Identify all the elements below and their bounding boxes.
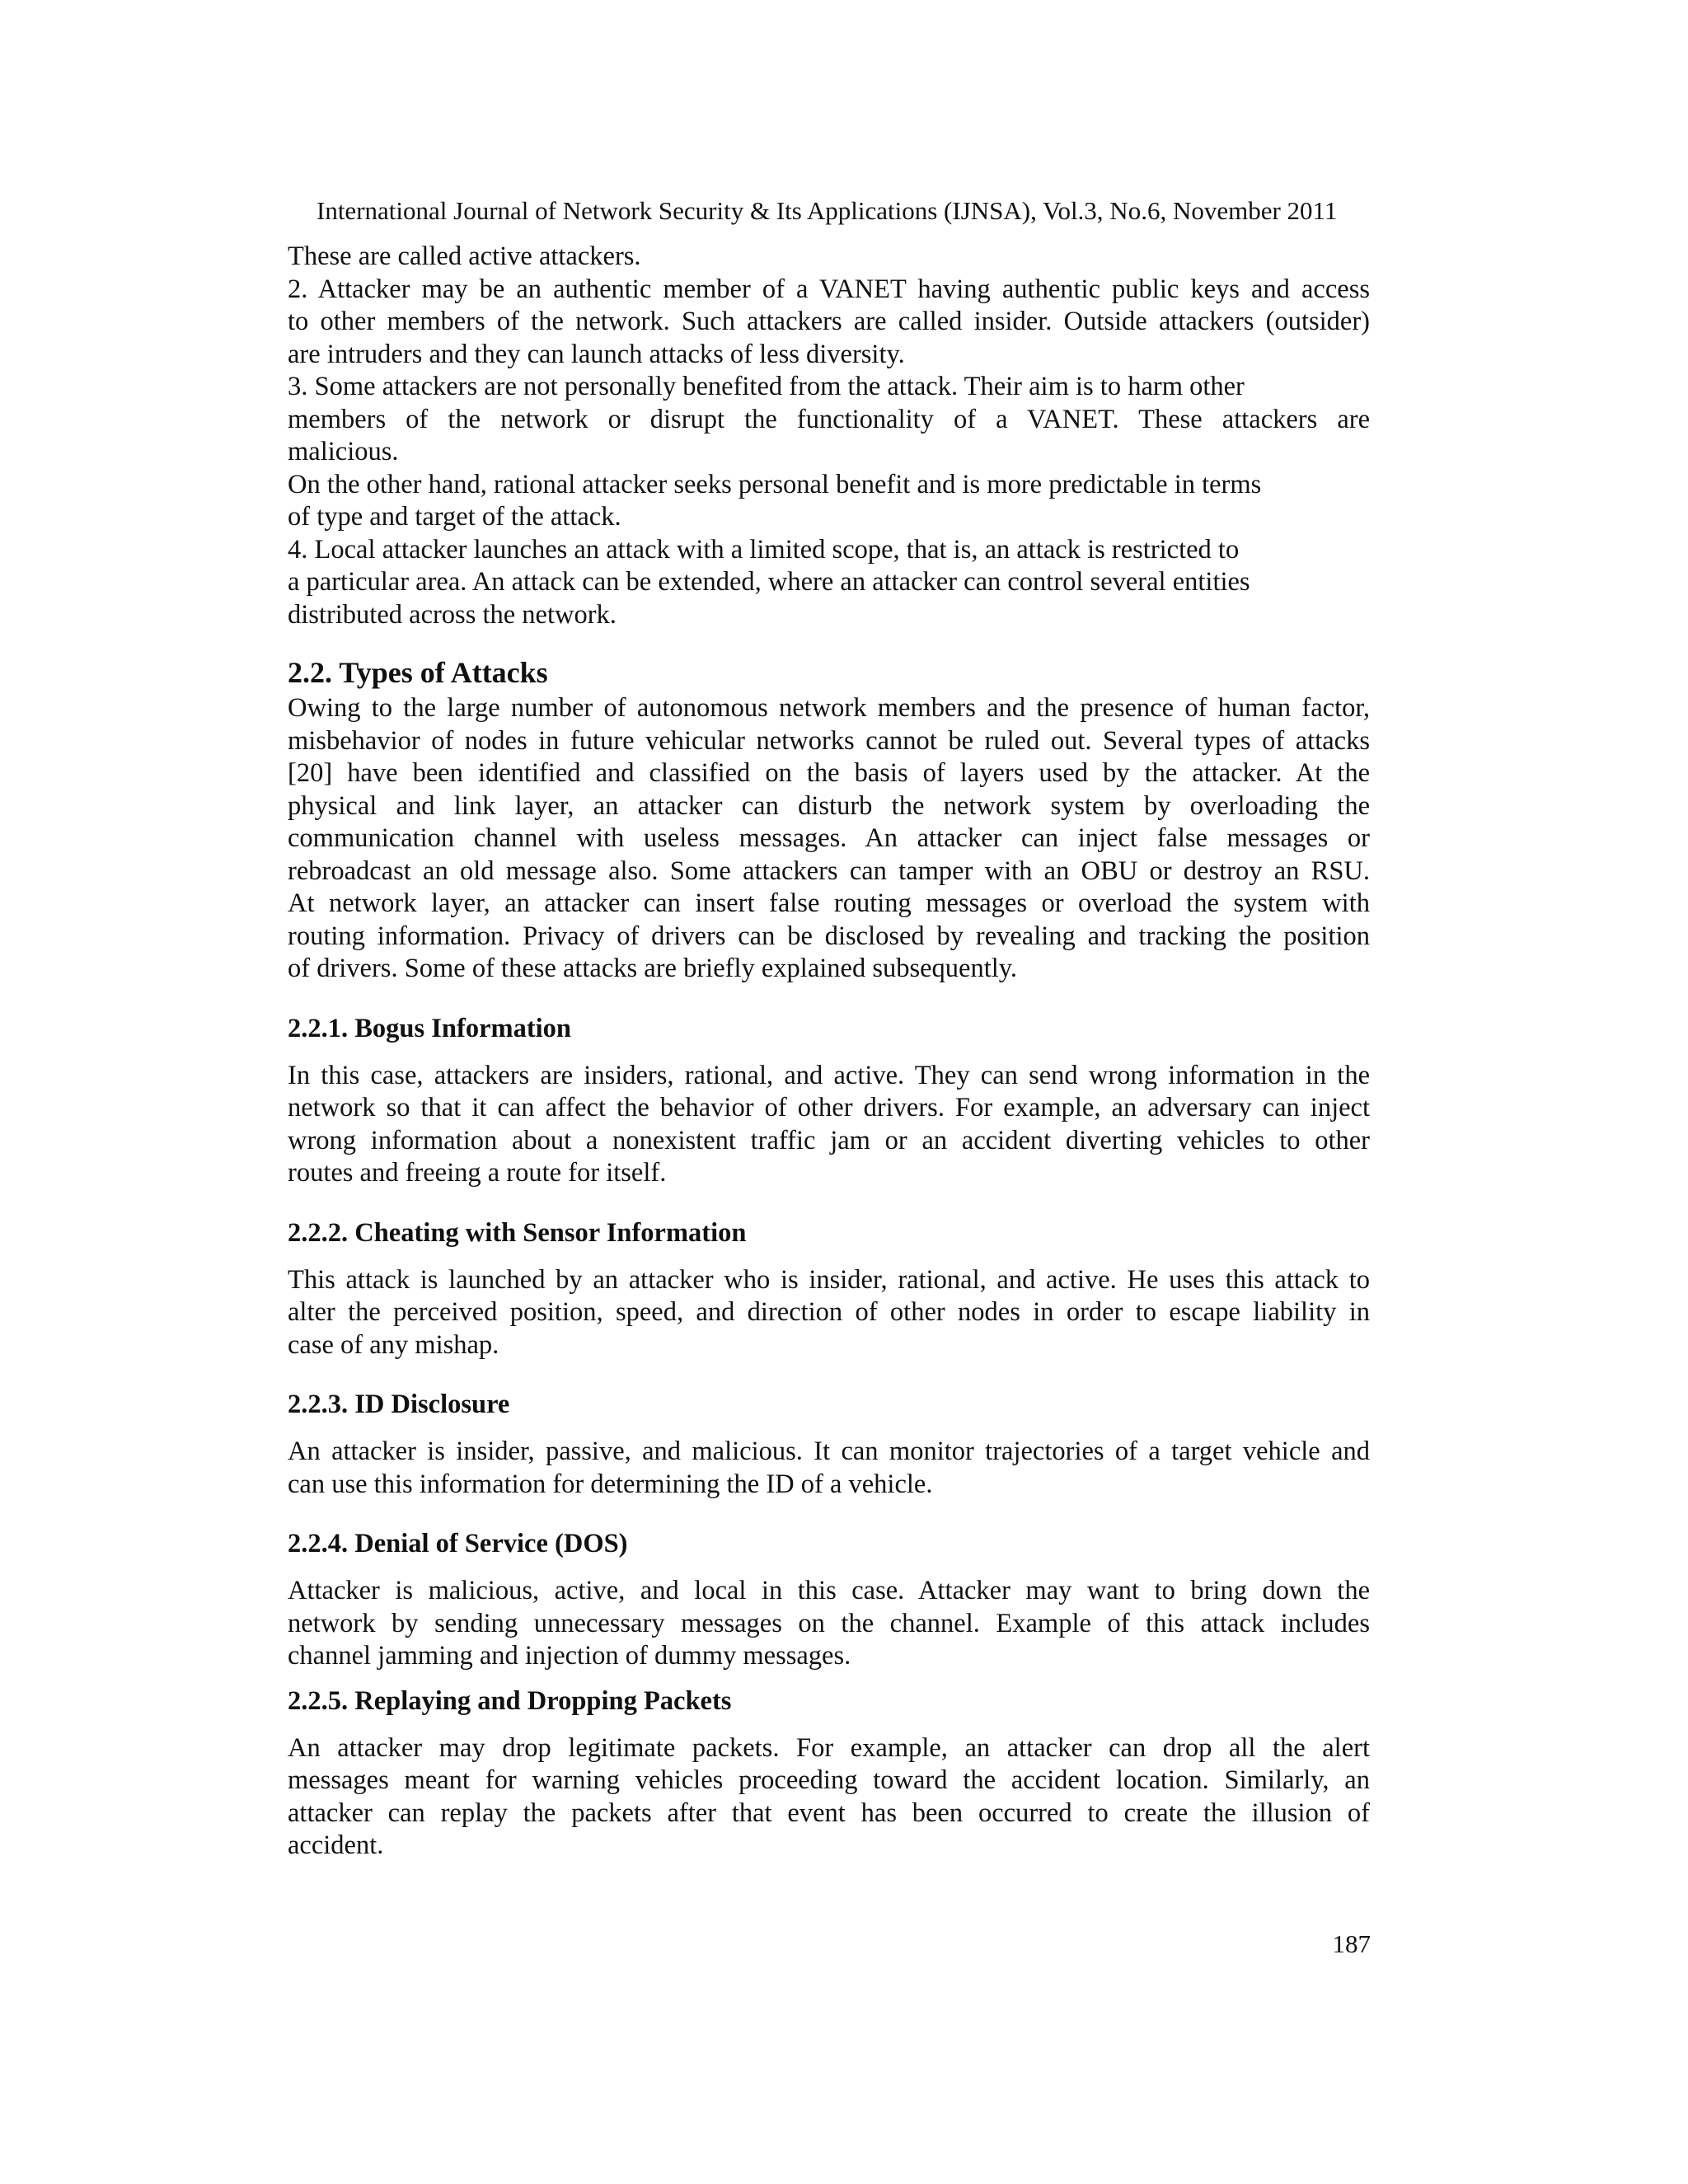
- text-line: This attack is launched by an attacker who is insider, rational, and active. He uses this attack to: [288, 1264, 1370, 1295]
- text-line: routes and freeing a route for itself.: [288, 1158, 667, 1188]
- text-line: On the other hand, rational attacker seeks personal benefit and is more predictable in terms: [288, 469, 1262, 499]
- text-line: 4. Local attacker launches an attack with a limited scope, that is, an attack is restricted to: [288, 534, 1240, 565]
- text-line: Attacker is malicious, active, and local in this case. Attacker may want to bring down the: [288, 1576, 1370, 1605]
- text-line: to other members of the network. Such attackers are called insider. Outside attackers (outsider): [288, 307, 1370, 336]
- bogus-information-paragraph: [288, 1060, 1370, 1190]
- section-heading-types-of-attacks: 2.2. Types of Attacks: [288, 656, 548, 689]
- text-line: These are called active attackers.: [288, 241, 641, 271]
- id-disclosure-paragraph: [288, 1436, 1370, 1501]
- text-line: alter the perceived position, speed, and direction of other nodes in order to escape liability in: [288, 1297, 1370, 1327]
- text-line: At network layer, an attacker can insert false routing messages or overload the system with: [288, 888, 1370, 918]
- subsection-heading-replaying-and-dropping-packets: 2.2.5. Replaying and Dropping Packets: [288, 1685, 732, 1716]
- text-line: misbehavior of nodes in future vehicular networks cannot be ruled out. Several types of attacks: [288, 725, 1370, 756]
- text-line: channel jamming and injection of dummy messages.: [288, 1641, 851, 1671]
- cheating-sensor-paragraph: [288, 1264, 1370, 1362]
- text-line: Owing to the large number of autonomous network members and the presence of human factor,: [288, 693, 1370, 723]
- text-line: communication channel with useless messages. An attacker can inject false messages or: [288, 823, 1370, 853]
- text-line: can use this information for determining the ID of a vehicle.: [288, 1469, 933, 1499]
- text-line: of drivers. Some of these attacks are briefly explained subsequently.: [288, 954, 1018, 983]
- text-line: In this case, attackers are insiders, rational, and active. They can send wrong information in the: [288, 1060, 1370, 1090]
- text-line: accident.: [288, 1830, 384, 1860]
- denial-of-service-paragraph: [288, 1575, 1370, 1673]
- text-line: a particular area. An attack can be extended, where an attacker can control several entities: [288, 567, 1250, 597]
- text-line: wrong information about a nonexistent traffic jam or an accident diverting vehicles to other: [288, 1125, 1370, 1155]
- subsection-heading-id-disclosure: 2.2.3. ID Disclosure: [288, 1390, 510, 1419]
- text-line: 2. Attacker may be an authentic member of a VANET having authentic public keys and access: [288, 274, 1370, 304]
- text-line: 3. Some attackers are not personally benefited from the attack. Their aim is to harm other: [288, 372, 1245, 401]
- text-line: case of any mishap.: [288, 1329, 499, 1360]
- text-line: An attacker is insider, passive, and malicious. It can monitor trajectories of a target vehicle and: [288, 1436, 1370, 1466]
- text-line: physical and link layer, an attacker can disturb the network system by overloading the: [288, 790, 1370, 821]
- text-line: messages meant for warning vehicles proceeding toward the accident location. Similarly, an: [288, 1765, 1370, 1795]
- page-body: [288, 241, 1370, 1863]
- replaying-dropping-paragraph: [288, 1732, 1370, 1863]
- page-number: 187: [1332, 1929, 1371, 1958]
- intro-paragraph: [288, 241, 1370, 631]
- text-line: routing information. Privacy of drivers can be disclosed by revealing and tracking the position: [288, 921, 1370, 951]
- text-line: distributed across the network.: [288, 599, 617, 630]
- text-line: rebroadcast an old message also. Some attackers can tamper with an OBU or destroy an RSU.: [288, 855, 1370, 886]
- text-line: of type and target of the attack.: [288, 502, 621, 532]
- subsection-heading-cheating-with-sensor-information: 2.2.2. Cheating with Sensor Information: [288, 1217, 747, 1248]
- text-line: network by sending unnecessary messages on the channel. Example of this attack includes: [288, 1608, 1370, 1638]
- subsection-heading-denial-of-service: 2.2.4. Denial of Service (DOS): [288, 1529, 628, 1558]
- text-line: network so that it can affect the behavior of other drivers. For example, an adversary can inject: [288, 1093, 1370, 1122]
- text-line: members of the network or disrupt the functionality of a VANET. These attackers are: [288, 404, 1370, 434]
- text-line: [20] have been identified and classified on the basis of layers used by the attacker. At the: [288, 758, 1370, 788]
- text-line: attacker can replay the packets after that event has been occurred to create the illusion of: [288, 1797, 1370, 1828]
- text-line: An attacker may drop legitimate packets. For example, an attacker can drop all the alert: [288, 1732, 1370, 1763]
- text-line: malicious.: [288, 437, 399, 466]
- types-of-attacks-paragraph: [288, 692, 1370, 986]
- text-line: are intruders and they can launch attacks of less diversity.: [288, 339, 905, 369]
- running-header: International Journal of Network Security & Its Applications (IJNSA), Vol.3, No.6, November 2011: [316, 196, 1338, 225]
- subsection-heading-bogus-information: 2.2.1. Bogus Information: [288, 1013, 571, 1043]
